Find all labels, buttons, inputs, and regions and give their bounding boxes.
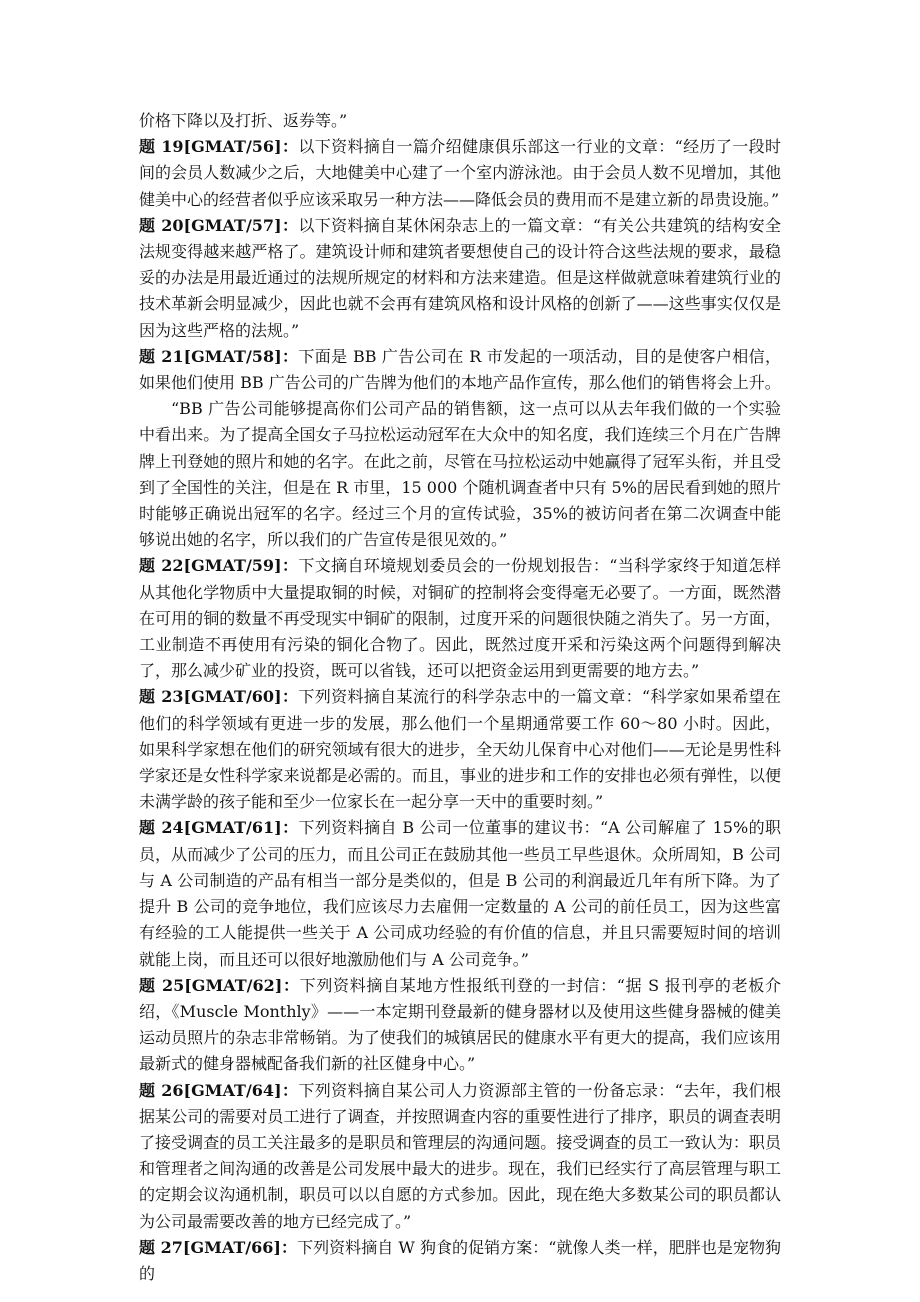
paragraph-continuation: [139, 108, 781, 134]
question-text: 以下资料摘自某休闲杂志上的一篇文章：“有关公共建筑的结构安全法规变得越来越严格了。建筑设计师和建筑者要想使自己的设计符合这些法规的要求，最稳妥的办法是用最近通过的法规所规定的材料和方法来建造。但是这样做就意味着建筑行业的技术革新会明显减少，因此也就不会再有建筑风格和设计风格的创新了——这些事实仅仅是因为这些严格的法规。”: [139, 215, 781, 340]
question-21-quote: [139, 396, 781, 553]
quote-text: “BB 广告公司能够提高你们公司产品的销售额，这一点可以从去年我们做的一个实验中看出来。为了提高全国女子马拉松运动冠军在大众中的知名度，我们连续三个月在广告牌牌上刊登她的照片和她的名字。在此之前，尽管在马拉松运动中她赢得了冠军头衔，并且受到了全国性的关注，但是在 R 市里，15 000 个随机调查者中只有 5%的居民看到她的照片时能够正确说出冠军的名字。经过三个月的宣传试验，35%的被访问者在第二次调查中能够说出她的名字，所以我们的广告宣传是很见效的。”: [139, 399, 781, 550]
paragraph-text: 价格下降以及打折、返券等。”: [139, 111, 348, 130]
question-label: 题 24[GMAT/61]：: [139, 818, 299, 838]
question-label: 题 25[GMAT/62]：: [139, 975, 300, 995]
question-label: 题 20[GMAT/57]：: [139, 215, 299, 235]
question-27: [139, 1235, 781, 1287]
question-label: 题 19[GMAT/56]：: [139, 137, 299, 157]
question-21: [139, 344, 781, 396]
question-label: 题 23[GMAT/60]：: [139, 687, 299, 707]
question-22: [139, 553, 781, 684]
question-label: 题 21[GMAT/58]：: [139, 346, 299, 366]
question-text: 以下资料摘自一篇介绍健康俱乐部这一行业的文章：“经历了一段时间的会员人数减少之后，大地健美中心建了一个室内游泳池。由于会员人数不见增加，其他健美中心的经营者似乎应该采取另一种方法——降低会员的费用而不是建立新的昂贵设施。”: [139, 137, 781, 209]
question-text: 下列资料摘自 B 公司一位董事的建议书：“A 公司解雇了 15%的职员，从而减少了公司的压力，而且公司正在鼓励其他一些员工早些退休。众所周知，B 公司与 A 公司制造的产品有相当一部分是类似的，但是 B 公司的利润最近几年有所下降。为了提升 B 公司的竞争地位，我们应该尽力去雇佣一定数量的 A 公司的前任员工，因为这些富有经验的工人能提供一些关于 A 公司成功经验的有价值的信息，并且只需要短时间的培训就能上岗，而且还可以很好地激励他们与 A 公司竞争。”: [139, 818, 781, 969]
question-label: 题 22[GMAT/59]：: [139, 556, 299, 576]
question-label: 题 27[GMAT/66]：: [139, 1237, 298, 1257]
question-text: 下文摘自环境规划委员会的一份规划报告：“当科学家终于知道怎样从其他化学物质中大量提取铜的时候，对铜矿的控制将会变得毫无必要了。一方面，既然潜在可用的铜的数量不再受现实中铜矿的限制，过度开采的问题很快随之消失了。另一方面，工业制造不再使用有污染的铜化合物了。因此，既然过度开采和污染这两个问题得到解决了，那么减少矿业的投资，既可以省钱，还可以把资金运用到更需要的地方去。”: [139, 556, 781, 681]
question-26: [139, 1078, 781, 1235]
question-20: [139, 213, 781, 344]
question-text: 下列资料摘自某流行的科学杂志中的一篇文章：“科学家如果希望在他们的科学领域有更进一步的发展，那么他们一个星期通常要工作 60～80 小时。因此，如果科学家想在他们的研究领域有很大的进步，全天幼儿保育中心对他们——无论是男性科学家还是女性科学家来说都是必需的。而且，事业的进步和工作的安排也必须有弹性，以便未满学龄的孩子能和至少一位家长在一起分享一天中的重要时刻。”: [139, 687, 781, 812]
question-19: [139, 134, 781, 213]
document-body: [139, 108, 781, 1287]
question-text: 下列资料摘自某地方性报纸刊登的一封信：“据 S 报刊亭的老板介绍，《Muscle Monthly》——一本定期刊登最新的健身器材以及使用这些健身器械的健美运动员照片的杂志非常畅销。为了使我们的城镇居民的健康水平有更大的提高，我们应该用最新式的健身器械配备我们新的社区健身中心。”: [139, 975, 781, 1074]
question-23: [139, 684, 781, 815]
question-24: [139, 815, 781, 972]
question-text: 下列资料摘自 W 狗食的促销方案：“就像人类一样，肥胖也是宠物狗的: [139, 1237, 781, 1283]
question-text: 下面是 BB 广告公司在 R 市发起的一项活动，目的是使客户相信，如果他们使用 BB 广告公司的广告牌为他们的本地产品作宣传，那么他们的销售将会上升。: [139, 346, 781, 393]
question-label: 题 26[GMAT/64]：: [139, 1080, 299, 1100]
question-text: 下列资料摘自某公司人力资源部主管的一份备忘录：“去年，我们根据某公司的需要对员工进行了调查，并按照调查内容的重要性进行了排序，职员的调查表明了接受调查的员工关注最多的是职员和管理层的沟通问题。接受调查的员工一致认为：职员和管理者之间沟通的改善是公司发展中最大的进步。现在，我们已经实行了高层管理与职工的定期会议沟通机制，职员可以以自愿的方式参加。因此，现在绝大多数某公司的职员都认为公司最需要改善的地方已经完成了。”: [139, 1080, 781, 1231]
question-25: [139, 973, 781, 1078]
